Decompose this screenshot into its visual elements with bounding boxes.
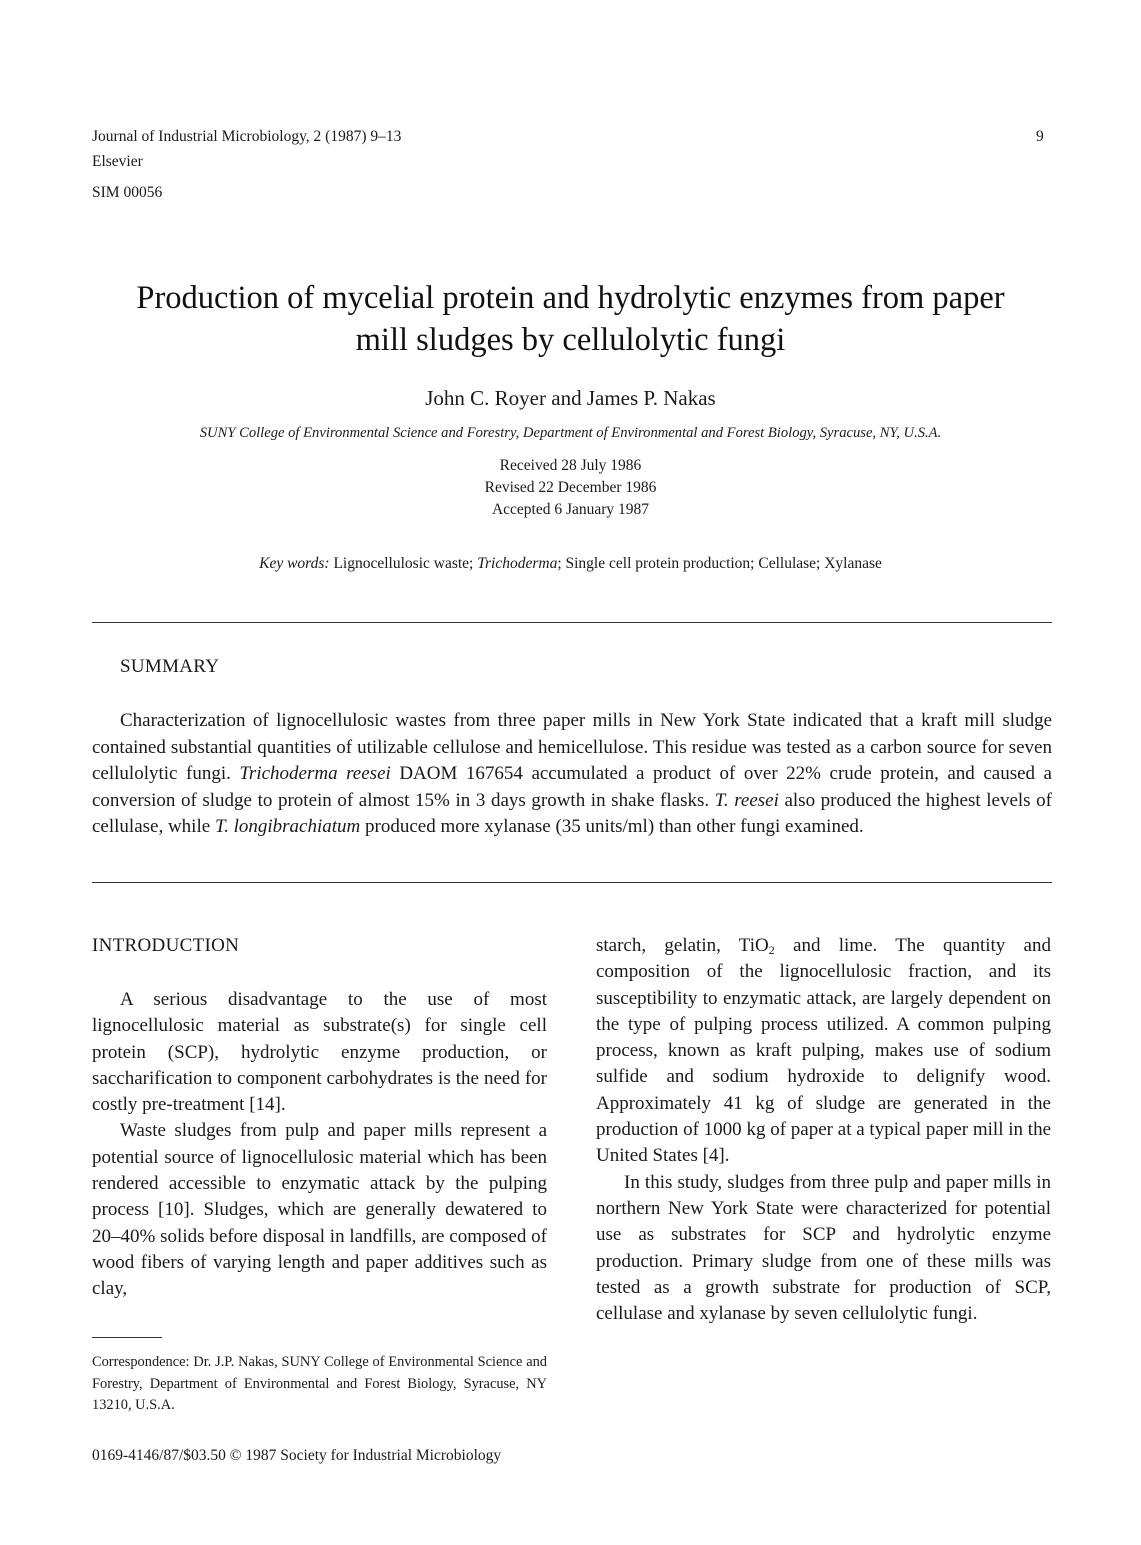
correspondence-footnote: Correspondence: Dr. J.P. Nakas, SUNY College of Environmental Science and Forestry, Department of Environmental and Forest Biology, Syracuse, NY 13210, U.S.A. <box>92 1354 547 1413</box>
left-column <box>92 987 547 1303</box>
tio2-subscript: 2 <box>768 943 775 957</box>
introduction-heading: INTRODUCTION <box>92 935 240 956</box>
footnote-rule <box>92 1337 162 1338</box>
right-column <box>596 933 1051 1327</box>
divider-top <box>92 622 1052 623</box>
article-title <box>80 277 1061 361</box>
intro-p3-start: starch, gelatin, TiO <box>596 935 769 956</box>
summary-species-3: T. longibrachiatum <box>214 816 361 837</box>
summary-species-1: Trichoderma reesei <box>239 763 391 784</box>
copyright-line: 0169-4146/87/$03.50 © 1987 Society for Industrial Microbiology <box>92 1447 502 1464</box>
revised-date: Revised 22 December 1986 <box>484 479 657 496</box>
intro-paragraph-4: In this study, sludges from three pulp and paper mills in northern New York State were characterized for potential use as substrates for SCP and hydrolytic enzyme production. Primary sludge from one of these mills was tested as a growth substrate for production of SCP, cellulase and xylanase by seven cellulolytic fungi. <box>596 1171 1051 1325</box>
page-number: 9 <box>1036 128 1044 145</box>
affiliation: SUNY College of Environmental Science and Forestry, Department of Environmental and Forest Biology, Syracuse, NY, U.S.A. <box>199 425 942 441</box>
article-dates <box>80 455 1061 521</box>
accepted-date: Accepted 6 January 1987 <box>491 501 650 518</box>
intro-paragraph-1: A serious disadvantage to the use of most lignocellulosic material as substrate(s) for single cell protein (SCP), hydrolytic enzyme production, or saccharification to component carbohydrates is the need for costly pre-treatment [14]. <box>92 989 547 1116</box>
received-date: Received 28 July 1986 <box>499 457 642 474</box>
intro-paragraph-3 <box>596 933 1051 1170</box>
summary-part-3: also produced the highest levels of cellulase, while <box>92 789 1052 837</box>
title-line-2: mill sludges by cellulolytic fungi <box>355 322 786 358</box>
keyword-1: Lignocellulosic waste; <box>333 555 474 572</box>
summary-heading: SUMMARY <box>120 656 220 677</box>
keyword-rest: ; Single cell protein production; Cellulase; Xylanase <box>557 555 882 572</box>
journal-citation: Journal of Industrial Microbiology, 2 (1987) 9–13 <box>92 128 402 145</box>
keywords-label: Key words: <box>259 555 330 572</box>
publisher: Elsevier <box>92 153 143 170</box>
keywords <box>80 555 1061 573</box>
authors: John C. Royer and James P. Nakas <box>425 386 716 410</box>
sim-number: SIM 00056 <box>92 184 163 201</box>
summary-part-2: DAOM 167654 accumulated a product of over 22% crude protein, and caused a conversion of sludge to protein of almost 15% in 3 days growth in shake flasks. <box>92 763 1052 811</box>
intro-p3-rest: and lime. The quantity and composition of the lignocellulosic fraction, and its susceptibility to enzymatic attack, are largely dependent on the type of pulping process utilized. A common pulping process, known as kraft pulping, makes use of sodium sulfide and sodium hydroxide to delignify wood. Approximately 41 kg of sludge are generated in the production of 1000 kg of paper at a typical paper mill in the United States [4]. <box>596 935 1051 1167</box>
summary-part-1: Characterization of lignocellulosic wastes from three paper mills in New York State indicated that a kraft mill sludge contained substantial quantities of utilizable cellulose and hemicellulose. This residue was tested as a carbon source for seven cellulolytic fungi. <box>92 710 1052 784</box>
summary-text <box>92 708 1052 841</box>
summary-species-2: T. reesei <box>714 789 779 811</box>
keyword-2: Trichoderma <box>477 555 558 572</box>
title-line-1: Production of mycelial protein and hydrolytic enzymes from paper <box>136 280 1005 316</box>
summary-part-4: produced more xylanase (35 units/ml) than other fungi examined. <box>360 816 864 837</box>
intro-paragraph-2: Waste sludges from pulp and paper mills represent a potential source of lignocellulosic material which has been rendered accessible to enzymatic attack by the pulping process [10]. Sludges, which are generally dewatered to 20–40% solids before disposal in landfills, are composed of wood fibers of varying length and paper additives such as clay, <box>92 1120 547 1300</box>
divider-bottom <box>92 882 1052 883</box>
